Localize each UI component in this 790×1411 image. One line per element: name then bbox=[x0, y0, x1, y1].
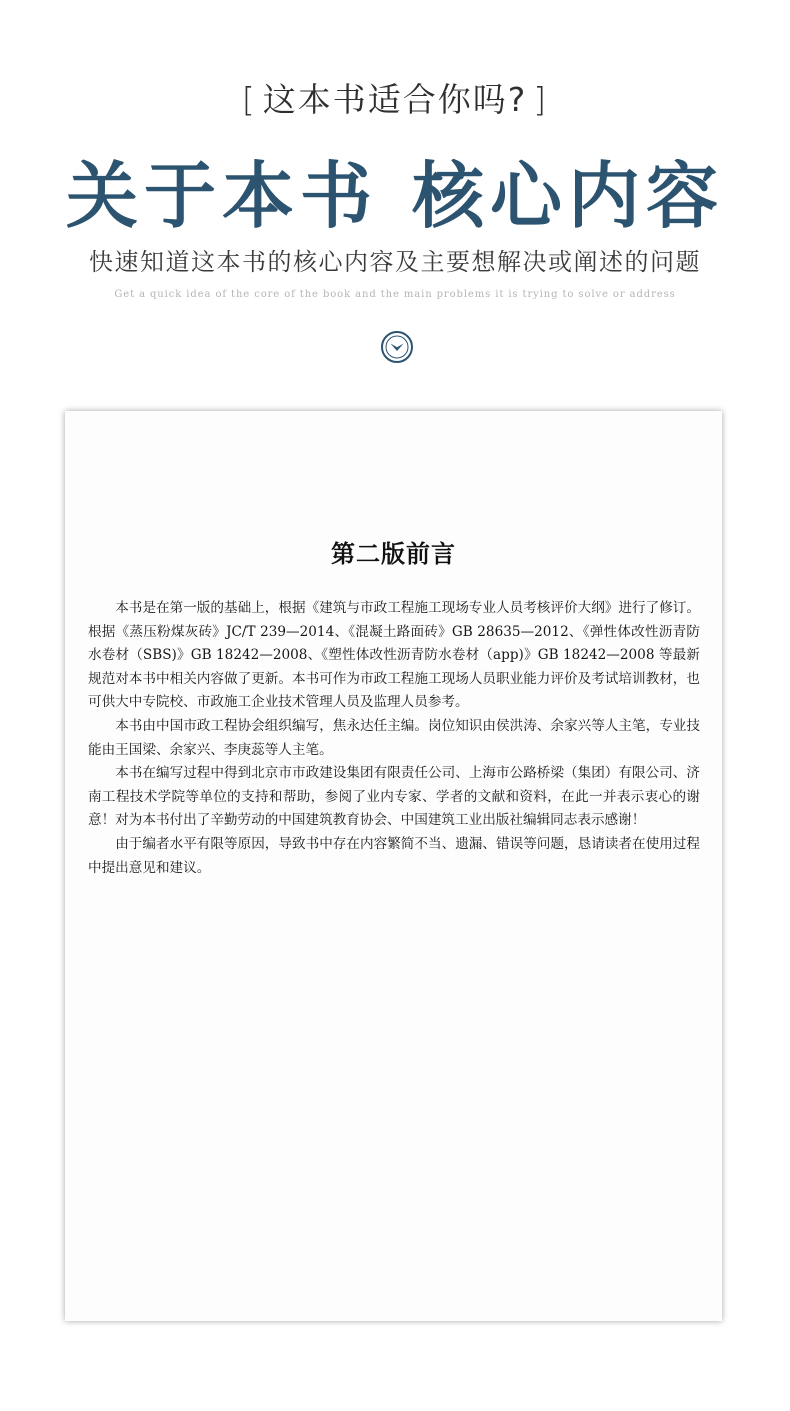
paragraph-2: 本书由中国市政工程协会组织编写，焦永达任主编。岗位知识由侯洪涛、余家兴等人主笔，专业技能由王国梁、余家兴、李庚蕊等人主笔。 bbox=[88, 717, 700, 758]
tagline bbox=[0, 74, 790, 121]
paragraph-3: 本书在编写过程中得到北京市市政建设集团有限责任公司、上海市公路桥梁（集团）有限公司、济南工程技术学院等单位的支持和帮助，参阅了业内专家、学者的文献和资料，在此一并表示衷心的谢意！对为本书付出了辛勤劳动的中国建筑教育协会、中国建筑工业出版社编辑同志表示感谢！ bbox=[88, 765, 700, 829]
tagline-open-bracket: [ bbox=[241, 80, 257, 119]
book-page-scan bbox=[65, 411, 722, 1321]
tagline-text: 这本书适合你吗? bbox=[262, 80, 528, 119]
chevron-down-circle-icon bbox=[380, 330, 414, 364]
paragraph-1: 本书是在第一版的基础上，根据《建筑与市政工程施工现场专业人员考核评价大纲》进行了修订。根据《蒸压粉煤灰砖》JC/T 239—2014、《混凝土路面砖》GB 28635—2012、《弹性体改性沥青防水卷材（SBS)》GB 18242—2008、《塑性体改性沥青防水卷材（app)》GB 18242—2008 等最新规范对本书中相关内容做了更新。本书可作为市政工程施工现场人员职业能力评价及考试培训教材，也可供大中专院校、市政施工企业技术管理人员及监理人员参考。 bbox=[88, 600, 700, 711]
header-section bbox=[0, 0, 790, 400]
subtitle-chinese: 快速知道这本书的核心内容及主要想解决或阐述的问题 bbox=[89, 248, 701, 276]
main-title bbox=[0, 138, 790, 242]
preface-body bbox=[88, 597, 700, 880]
subtitle-english: Get a quick idea of the core of the book and the main problems it is trying to solve or address bbox=[114, 289, 676, 300]
paragraph-4: 由于编者水平有限等原因，导致书中存在内容繁简不当、遗漏、错误等问题，恳请读者在使用过程中提出意见和建议。 bbox=[88, 835, 700, 876]
tagline-close-bracket: ] bbox=[533, 80, 549, 119]
page-title: 第二版前言 bbox=[331, 539, 456, 568]
main-title-part2: 核心内容 bbox=[412, 153, 725, 238]
main-title-part1: 关于本书 bbox=[65, 153, 378, 238]
